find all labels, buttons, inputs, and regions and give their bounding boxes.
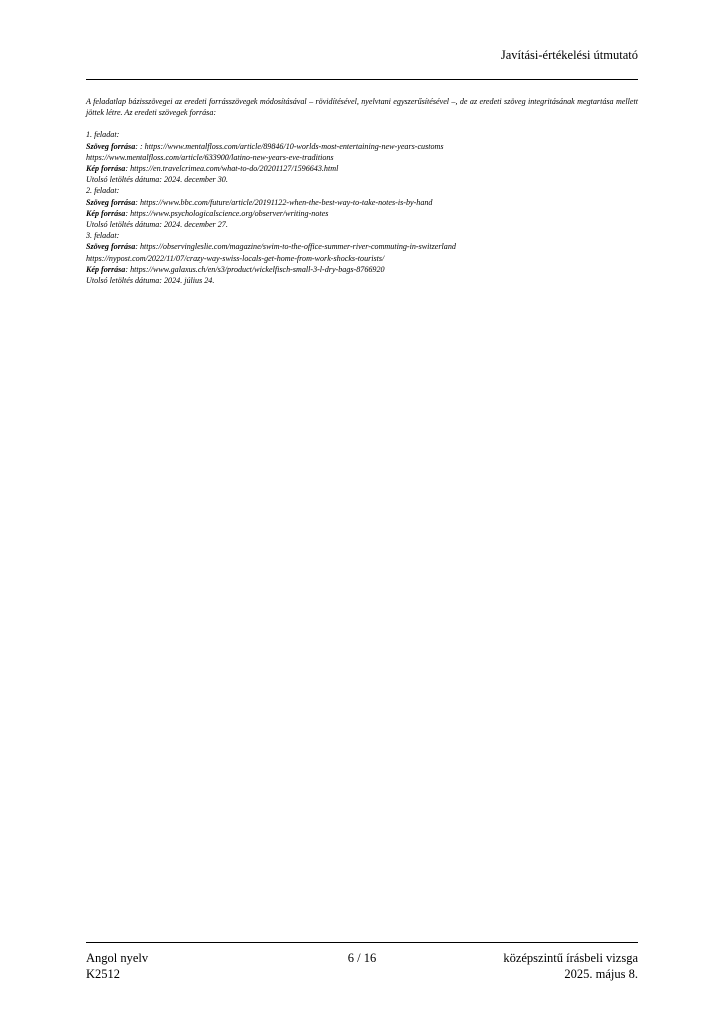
- source-line: [86, 163, 638, 174]
- source-label: Kép forrása: [86, 164, 126, 174]
- source-label: Szöveg forrása: [86, 197, 136, 207]
- header-divider: [86, 79, 638, 80]
- source-text: : https://www.psychologicalscience.org/observer/writing-notes: [125, 208, 329, 218]
- source-line: [86, 208, 638, 219]
- source-label: Kép forrása: [86, 208, 126, 218]
- intro-paragraph: A feladatlap bázisszövegei az eredeti forrásszövegek módosításával – rövidítésével, nyelvtani egyszerűsítésével –, de az eredeti szöveg integritásának megtartása mellett jöttek létre. Az eredeti szövegek forrása:: [86, 97, 638, 118]
- source-text: https://nypost.com/2022/11/07/crazy-way-swiss-locals-get-home-from-work-shocks-tourists/: [86, 253, 385, 263]
- source-label: Szöveg forrása: [86, 242, 136, 252]
- footer-subject: Angol nyelv: [86, 951, 149, 965]
- source-line: [86, 174, 638, 185]
- sources-section: [86, 96, 638, 286]
- page-number: 6 / 16: [347, 951, 377, 965]
- source-label: Szöveg forrása: [86, 141, 136, 151]
- source-list: [86, 129, 638, 286]
- source-line: [86, 241, 638, 252]
- source-text: : : https://www.mentalfloss.com/article/89846/10-worlds-most-entertaining-new-years-customs: [135, 141, 444, 151]
- source-text: : https://en.travelcrimea.com/what-to-do/20201127/1596643.html: [125, 164, 339, 174]
- source-text: Utolsó letöltés dátuma: 2024. július 24.: [86, 276, 215, 286]
- source-text: : https://www.galaxus.ch/en/s3/product/wickelfisch-small-3-l-dry-bags-8766920: [125, 264, 385, 274]
- source-text: https://www.mentalfloss.com/article/633900/latino-new-years-eve-traditions: [86, 152, 334, 162]
- source-line: [86, 219, 638, 230]
- footer-date: 2025. május 8.: [564, 967, 638, 981]
- source-text: Utolsó letöltés dátuma: 2024. december 27.: [86, 220, 228, 230]
- source-line: [86, 230, 638, 241]
- source-text: 3. feladat:: [86, 231, 120, 241]
- source-text: 1. feladat:: [86, 130, 120, 140]
- footer-right: [503, 950, 638, 982]
- source-text: Utolsó letöltés dátuma: 2024. december 30.: [86, 175, 228, 185]
- source-line: [86, 264, 638, 275]
- source-text: : https://www.bbc.com/future/article/20191122-when-the-best-way-to-take-notes-is-by-hand: [135, 197, 433, 207]
- source-text: : https://observingleslie.com/magazine/swim-to-the-office-summer-river-commuting-in-switzerland: [135, 242, 456, 252]
- footer-exam-type: középszintű írásbeli vizsga: [503, 951, 638, 965]
- source-line: [86, 197, 638, 208]
- source-text: 2. feladat:: [86, 186, 120, 196]
- source-line: [86, 141, 638, 152]
- footer-code: K2512: [86, 967, 121, 981]
- source-label: Kép forrása: [86, 264, 126, 274]
- page-header: Javítási-értékelési útmutató: [500, 48, 638, 62]
- source-line: [86, 185, 638, 196]
- source-line: [86, 253, 638, 264]
- source-line: [86, 152, 638, 163]
- source-line: [86, 129, 638, 140]
- footer-divider: [86, 942, 638, 943]
- source-line: [86, 275, 638, 286]
